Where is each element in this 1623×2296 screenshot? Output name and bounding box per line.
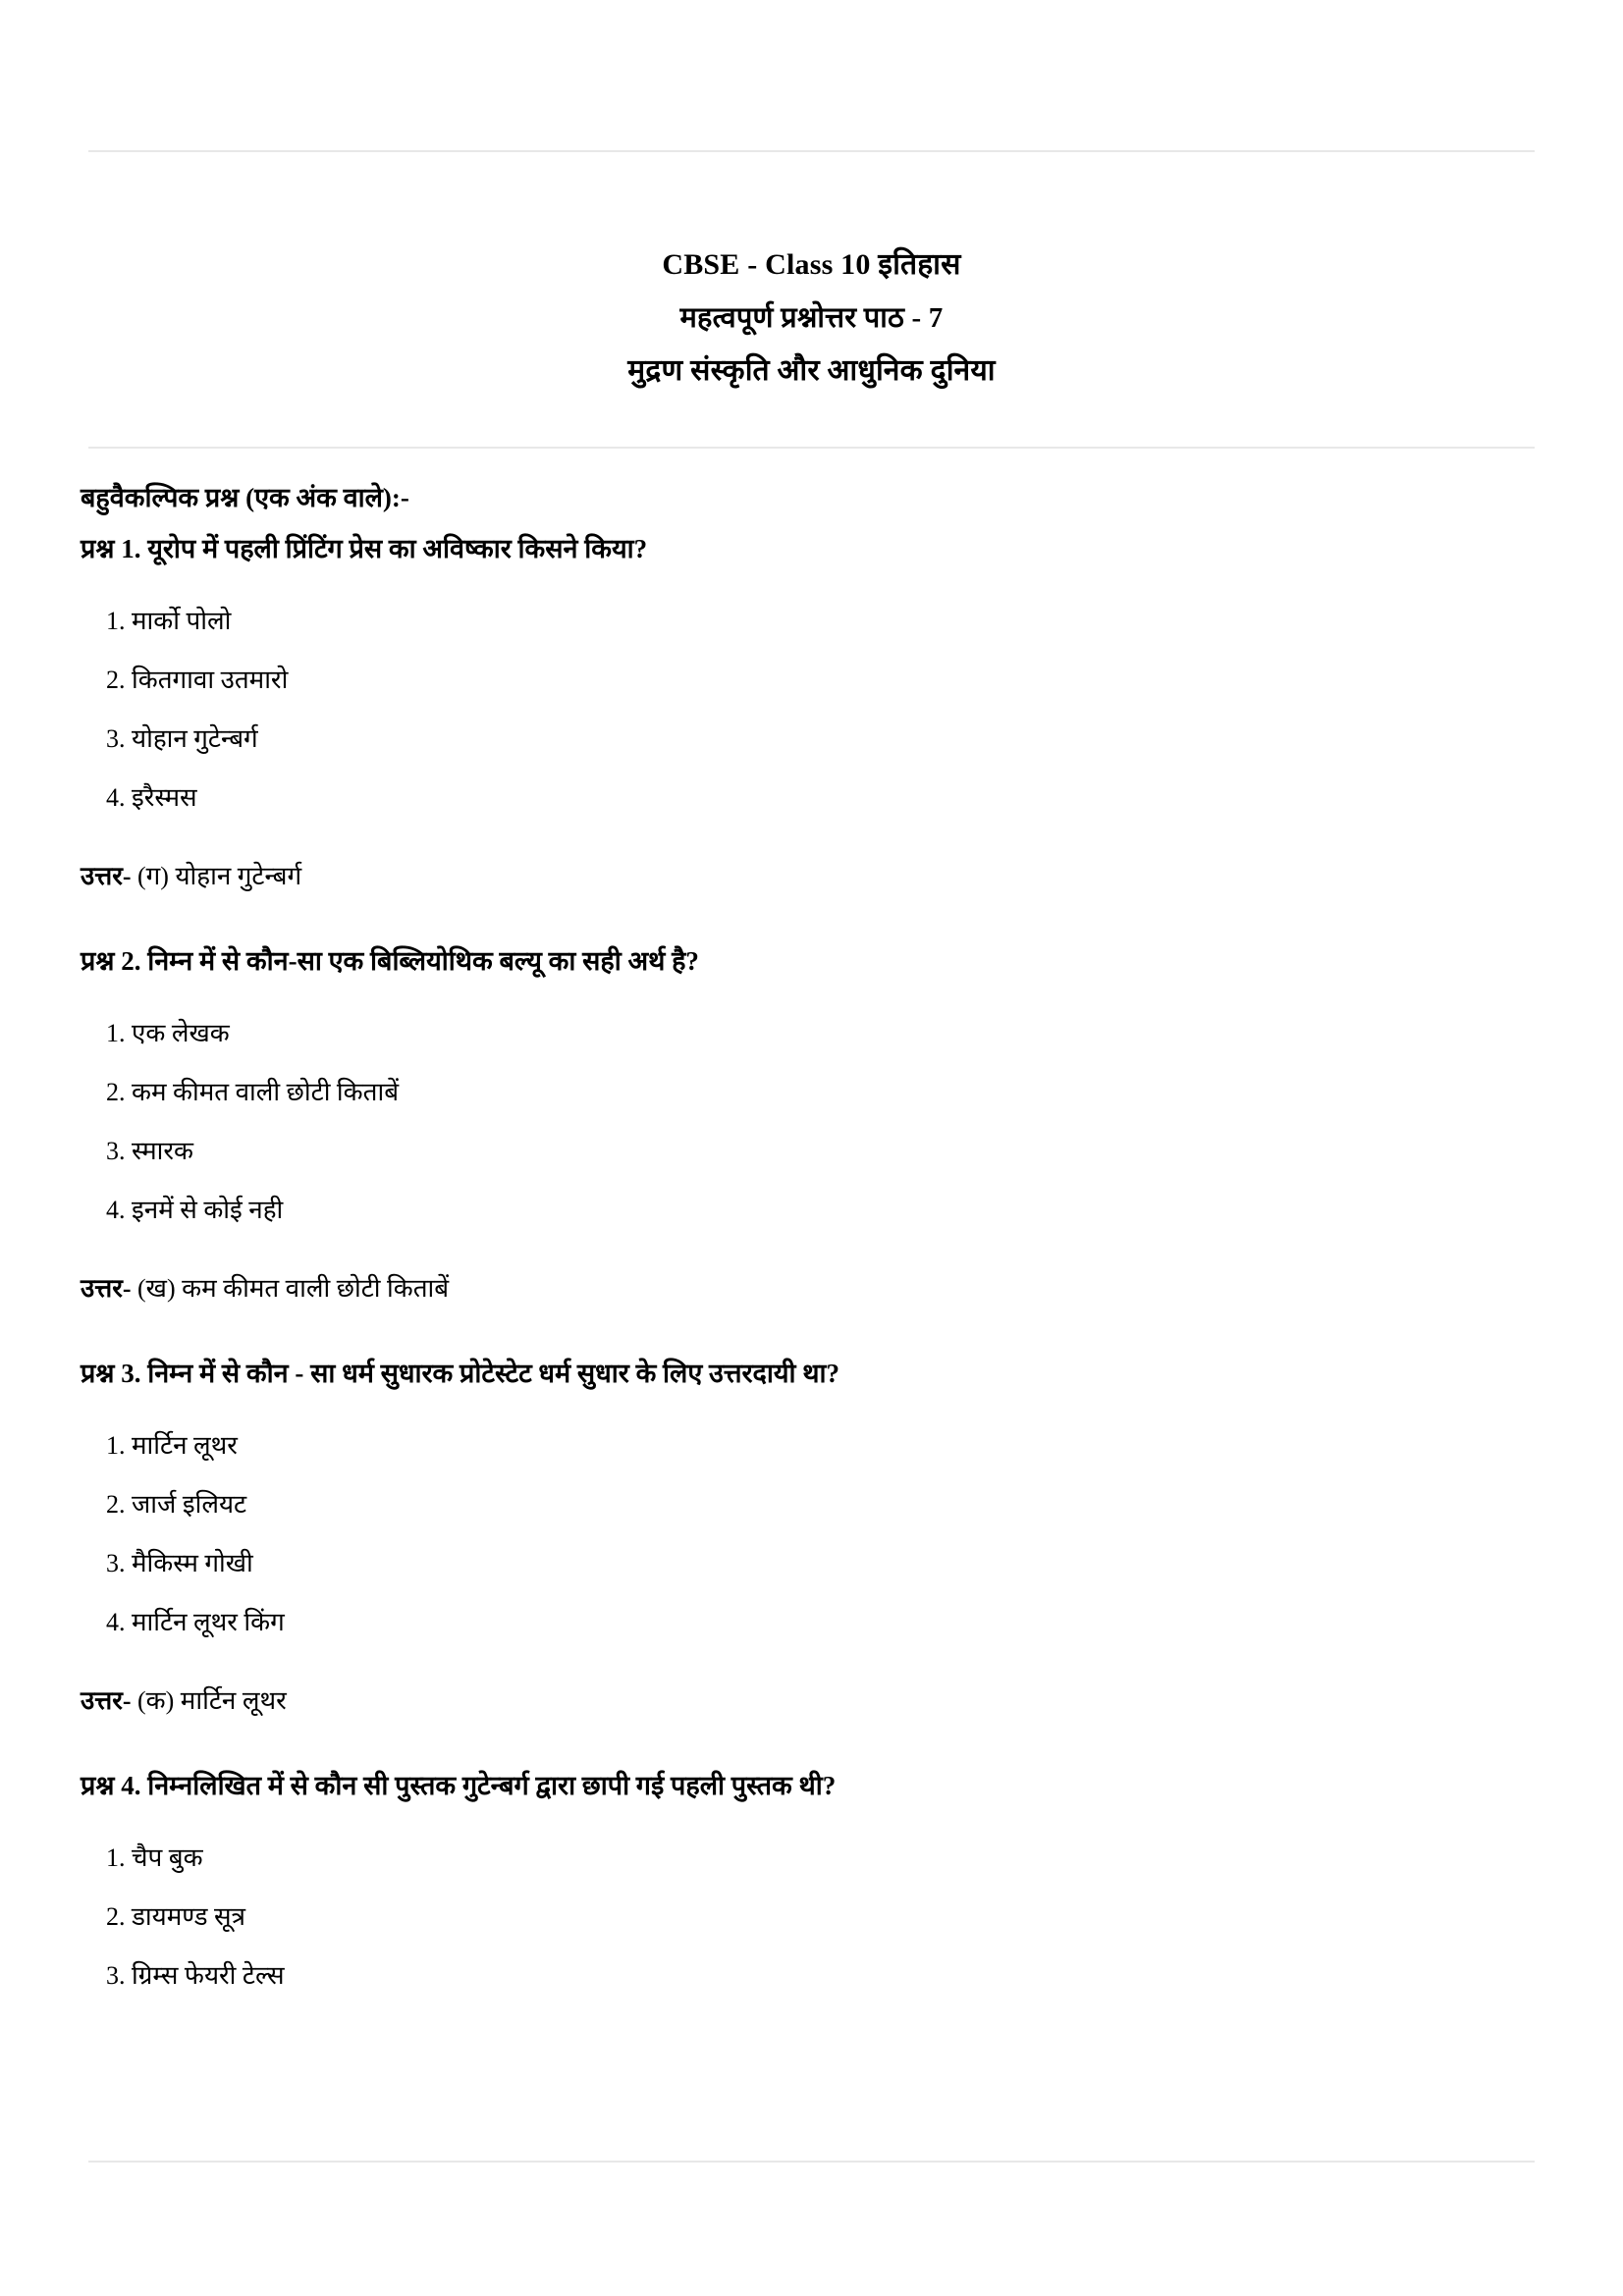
divider-bottom bbox=[88, 2161, 1535, 2163]
header-title-line-1: CBSE - Class 10 इतिहास bbox=[662, 248, 961, 281]
option-item[interactable] bbox=[81, 592, 1543, 651]
option-list bbox=[81, 1416, 1543, 1652]
option-label: डायमण्ड सूत्र bbox=[132, 1902, 245, 1931]
answer-line bbox=[81, 1269, 1543, 1308]
divider-below-header bbox=[88, 447, 1535, 449]
option-label: जार्ज इलियट bbox=[132, 1490, 247, 1519]
question-block bbox=[81, 529, 1543, 896]
option-item[interactable] bbox=[81, 1063, 1543, 1122]
option-item[interactable] bbox=[81, 1829, 1543, 1888]
option-label: एक लेखक bbox=[132, 1019, 230, 1047]
option-list bbox=[81, 592, 1543, 828]
answer-label: उत्तर- bbox=[81, 862, 132, 890]
option-item[interactable] bbox=[81, 1593, 1543, 1652]
answer-line bbox=[81, 1682, 1543, 1721]
question-text: प्रश्न 1. यूरोप में पहली प्रिंटिंग प्रेस का अविष्कार किसने किया? bbox=[81, 534, 648, 563]
option-number: 2. bbox=[106, 1490, 126, 1519]
option-number: 1. bbox=[106, 1019, 126, 1047]
answer-text: (क) मार्टिन लूथर bbox=[131, 1686, 287, 1715]
option-item[interactable] bbox=[81, 1475, 1543, 1534]
option-number: 1. bbox=[106, 1431, 126, 1460]
option-item[interactable] bbox=[81, 710, 1543, 769]
option-number: 3. bbox=[106, 724, 126, 753]
option-item[interactable] bbox=[81, 1416, 1543, 1475]
question-block bbox=[81, 941, 1543, 1308]
option-label: चैप बुक bbox=[132, 1843, 203, 1872]
option-label: स्मारक bbox=[132, 1137, 193, 1165]
answer-line bbox=[81, 857, 1543, 896]
option-number: 4. bbox=[106, 783, 126, 812]
option-label: मार्टिन लूथर bbox=[132, 1431, 238, 1460]
option-label: योहान गुटेन्बर्ग bbox=[132, 724, 258, 753]
question-text: प्रश्न 2. निम्न में से कौन-सा एक बिब्लियोथिक बल्यू का सही अर्थ है? bbox=[81, 946, 699, 976]
divider-top bbox=[88, 150, 1535, 152]
document-body bbox=[81, 478, 1543, 2005]
question-text: प्रश्न 3. निम्न में से कौन - सा धर्म सुधारक प्रोटेस्टेट धर्म सुधार के लिए उत्तरदायी था? bbox=[81, 1359, 840, 1388]
option-item[interactable] bbox=[81, 1947, 1543, 2005]
option-item[interactable] bbox=[81, 1122, 1543, 1181]
option-number: 2. bbox=[106, 1902, 126, 1931]
option-number: 4. bbox=[106, 1608, 126, 1636]
section-title: बहुवैकल्पिक प्रश्न (एक अंक वाले):- bbox=[81, 483, 409, 512]
answer-label: उत्तर- bbox=[81, 1274, 132, 1303]
question-block bbox=[81, 1766, 1543, 2005]
question-text: प्रश्न 4. निम्नलिखित में से कौन सी पुस्तक गुटेन्बर्ग द्वारा छापी गई पहली पुस्तक थी? bbox=[81, 1771, 837, 1800]
answer-label: उत्तर- bbox=[81, 1686, 132, 1715]
option-number: 2. bbox=[106, 666, 126, 694]
option-number: 2. bbox=[106, 1078, 126, 1106]
option-label: मैकिस्म गोखी bbox=[132, 1549, 253, 1577]
option-item[interactable] bbox=[81, 1534, 1543, 1593]
question-block bbox=[81, 1354, 1543, 1721]
option-item[interactable] bbox=[81, 1004, 1543, 1063]
option-label: मार्को पोलो bbox=[132, 607, 232, 635]
option-label: मार्टिन लूथर किंग bbox=[132, 1608, 285, 1636]
option-number: 4. bbox=[106, 1196, 126, 1224]
option-number: 3. bbox=[106, 1549, 126, 1577]
header-title-line-3: मुद्रण संस्कृति और आधुनिक दुनिया bbox=[627, 354, 996, 387]
header-title-line-2: महत्वपूर्ण प्रश्नोत्तर पाठ - 7 bbox=[679, 302, 944, 334]
option-label: कम कीमत वाली छोटी किताबें bbox=[132, 1078, 400, 1106]
option-list bbox=[81, 1004, 1543, 1240]
option-number: 3. bbox=[106, 1961, 126, 1990]
document-header bbox=[0, 239, 1623, 398]
option-label: इनमें से कोई नही bbox=[132, 1196, 284, 1224]
answer-text: (ख) कम कीमत वाली छोटी किताबें bbox=[131, 1274, 450, 1303]
option-label: ग्रिम्स फेयरी टेल्स bbox=[132, 1961, 285, 1990]
option-label: कितगावा उतमारो bbox=[132, 666, 289, 694]
answer-text: (ग) योहान गुटेन्बर्ग bbox=[131, 862, 302, 890]
option-label: इरैस्मस bbox=[132, 783, 197, 812]
option-item[interactable] bbox=[81, 651, 1543, 710]
option-number: 3. bbox=[106, 1137, 126, 1165]
option-list bbox=[81, 1829, 1543, 2005]
option-number: 1. bbox=[106, 1843, 126, 1872]
option-item[interactable] bbox=[81, 1888, 1543, 1947]
option-number: 1. bbox=[106, 607, 126, 635]
option-item[interactable] bbox=[81, 769, 1543, 828]
option-item[interactable] bbox=[81, 1181, 1543, 1240]
